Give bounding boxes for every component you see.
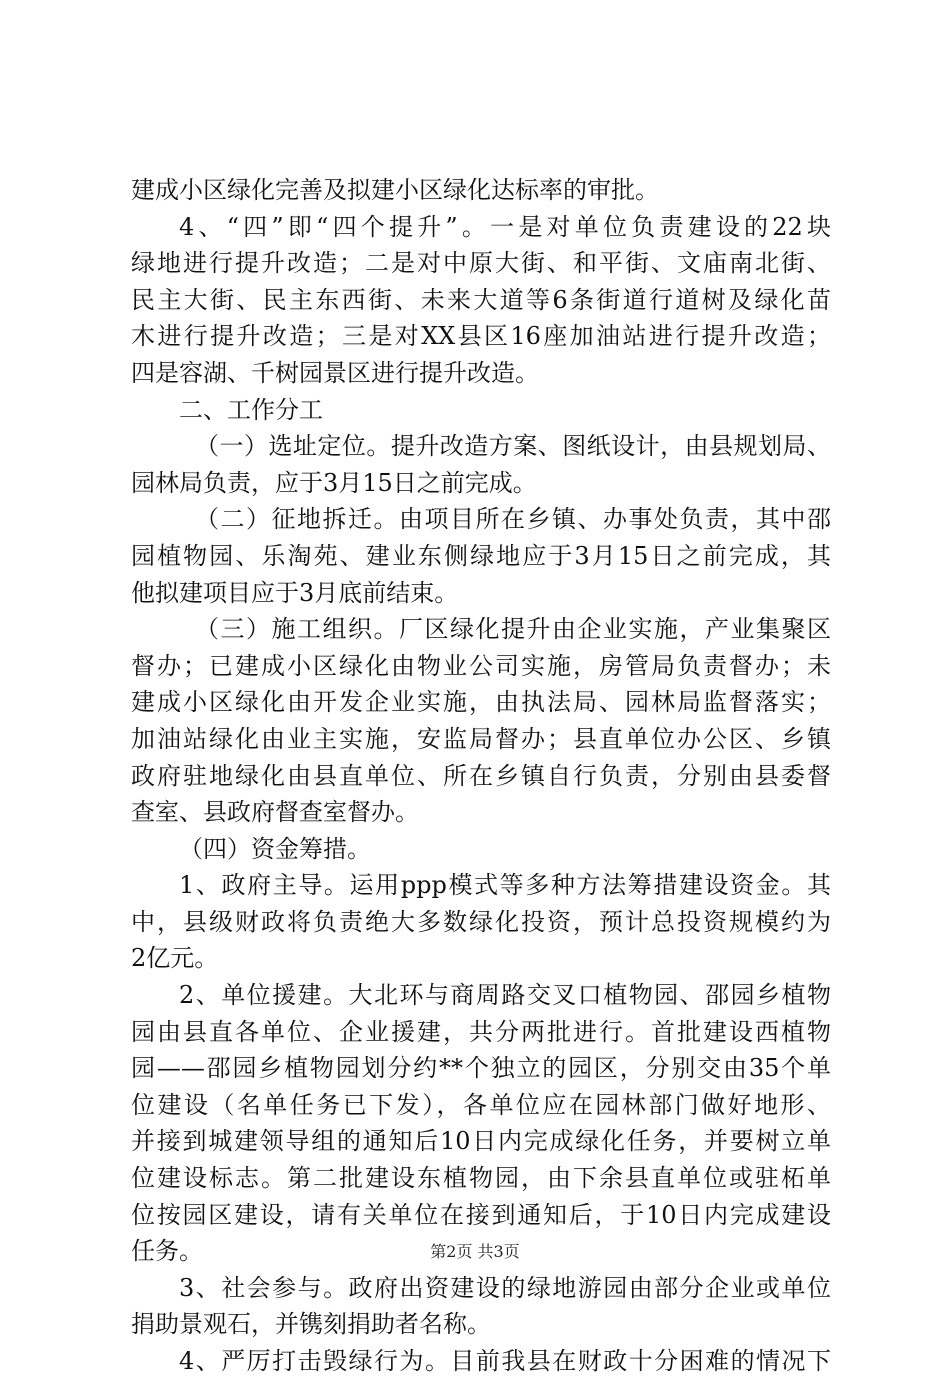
text-line: 捐助景观石，并镌刻捐助者名称。 <box>131 1310 491 1339</box>
text-line: 并接到城建领导组的通知后10日内完成绿化任务，并要树立单 <box>131 1127 831 1156</box>
text-line: 督办；已建成小区绿化由物业公司实施，房管局负责督办；未 <box>131 651 831 680</box>
text-line: （四）资金筹措。 <box>179 834 371 863</box>
text-line: 2亿元。 <box>131 944 219 973</box>
text-line: 1、政府主导。运用ppp模式等多种方法筹措建设资金。其 <box>179 871 831 900</box>
text-line: 查室、县政府督查室督办。 <box>131 798 419 827</box>
text-line: 他拟建项目应于3月底前结束。 <box>131 578 459 607</box>
page-number-footer: 第2页 共3页 <box>430 1242 520 1261</box>
text-line: 加油站绿化由业主实施，安监局督办；县直单位办公区、乡镇 <box>131 724 831 753</box>
text-line: 园由县直各单位、企业援建，共分两批进行。首批建设西植物 <box>131 1017 831 1046</box>
text-line: 园林局负责，应于3月15日之前完成。 <box>131 468 537 497</box>
text-line: 位建设标志。第二批建设东植物园，由下余县直单位或驻柘单 <box>131 1164 831 1193</box>
text-line: 3、社会参与。政府出资建设的绿地游园由部分企业或单位 <box>179 1273 831 1302</box>
text-line: 园——邵园乡植物园划分约**个独立的园区，分别交由35个单 <box>131 1054 831 1083</box>
text-line: （三）施工组织。厂区绿化提升由企业实施，产业集聚区 <box>195 615 831 644</box>
text-line: 民主大街、民主东西街、未来大道等6条街道行道树及绿化苗 <box>131 285 831 314</box>
text-line: 园植物园、乐淘苑、建业东侧绿地应于3月15日之前完成，其 <box>131 541 831 570</box>
document-body <box>131 172 831 1380</box>
text-line: 任务。 <box>131 1237 203 1266</box>
text-line: 绿地进行提升改造；二是对中原大街、和平街、文庙南北街、 <box>131 249 831 278</box>
section-heading: 二、工作分工 <box>179 395 323 424</box>
text-line: 4、严厉打击毁绿行为。目前我县在财政十分困难的情况下 <box>179 1347 831 1375</box>
text-line: 建成小区绿化完善及拟建小区绿化达标率的审批。 <box>131 176 659 204</box>
text-line: （二）征地拆迁。由项目所在乡镇、办事处负责，其中邵 <box>195 505 831 534</box>
text-line: 4、“四”即“四个提升”。一是对单位负责建设的22块 <box>179 212 831 241</box>
text-line: 位建设（名单任务已下发），各单位应在园林部门做好地形、 <box>131 1090 831 1119</box>
text-line: 木进行提升改造；三是对XX县区16座加油站进行提升改造； <box>131 322 831 351</box>
text-line: 中，县级财政将负责绝大多数绿化投资，预计总投资规模约为 <box>131 907 831 936</box>
text-line: 位按园区建设，请有关单位在接到通知后，于10日内完成建设 <box>131 1200 831 1229</box>
text-line: 2、单位援建。大北环与商周路交叉口植物园、邵园乡植物 <box>179 981 831 1010</box>
text-line: （一）选址定位。提升改造方案、图纸设计，由县规划局、 <box>195 432 831 461</box>
text-line: 四是容湖、千树园景区进行提升改造。 <box>131 358 539 387</box>
text-line: 建成小区绿化由开发企业实施，由执法局、园林局监督落实； <box>131 688 831 717</box>
text-line: 政府驻地绿化由县直单位、所在乡镇自行负责，分别由县委督 <box>131 761 831 790</box>
